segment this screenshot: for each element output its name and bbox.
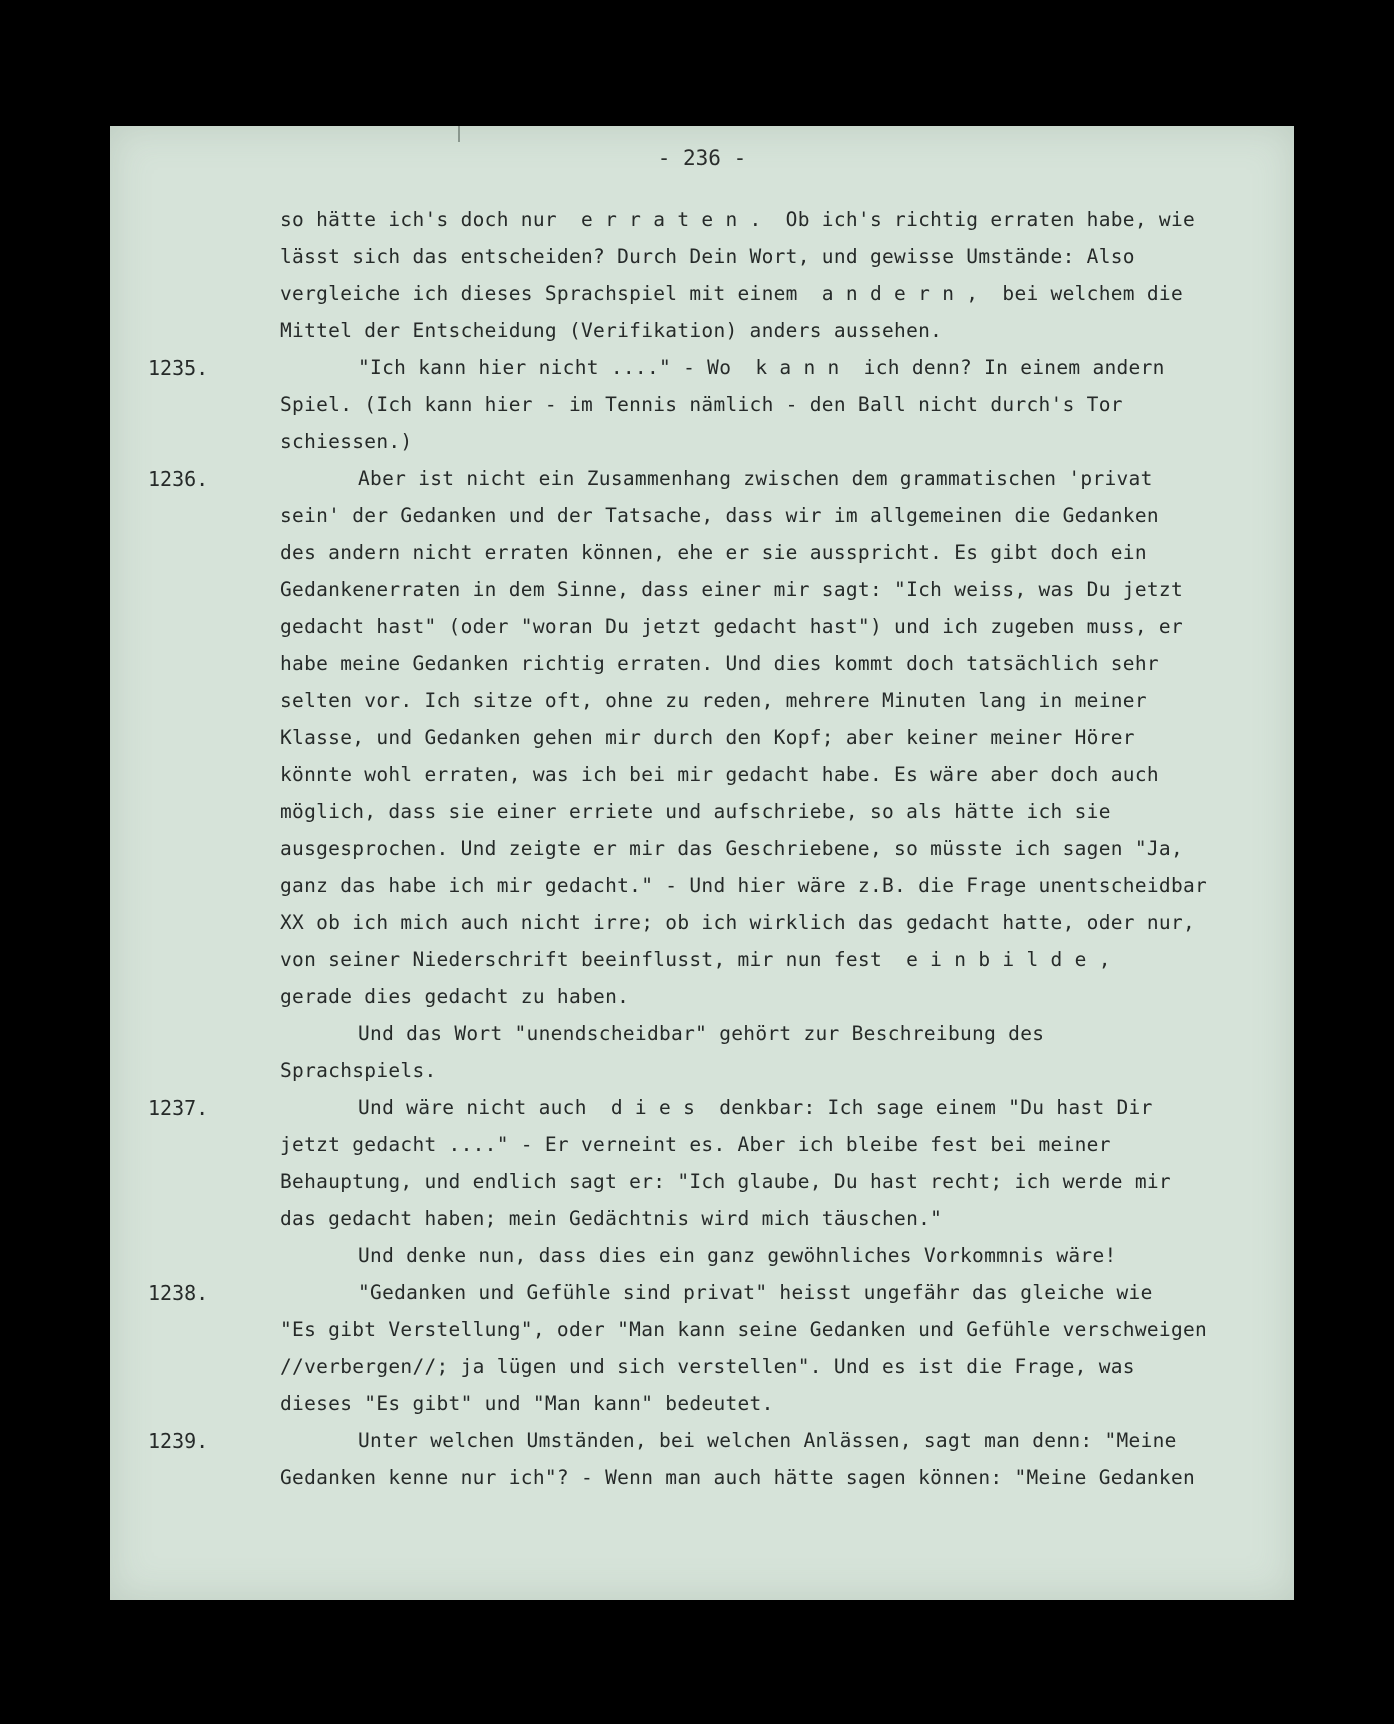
text-line: Aber ist nicht ein Zusammenhang zwischen dem grammatischen 'privat [358,467,1153,490]
text-line: so hätte ich's doch nur e r r a t e n . Ob ich's richtig erraten habe, wie [280,208,1196,231]
text-line: jetzt gedacht ...." - Er verneint es. Aber ich bleibe fest bei meiner [280,1133,1111,1156]
remark-number: 1235. [148,356,209,380]
text-line: das gedacht haben; mein Gedächtnis wird mich täuschen." [280,1207,943,1230]
page-number: - 236 - [657,146,747,170]
remark-number: 1237. [148,1096,209,1120]
text-line: sein' der Gedanken und der Tatsache, dass wir im allgemeinen die Gedanken [280,504,1159,527]
remark-number: 1238. [148,1281,209,1305]
text-line: des andern nicht erraten können, ehe er sie ausspricht. Es gibt doch ein [280,541,1147,564]
text-line: möglich, dass sie einer erriete und aufschriebe, so als hätte ich sie [280,800,1111,823]
text-line: gerade dies gedacht zu haben. [280,985,630,1008]
text-line: schiessen.) [280,430,413,453]
text-line: Und das Wort "unendscheidbar" gehört zur Beschreibung des [358,1022,1045,1045]
text-line: Unter welchen Umständen, bei welchen Anlässen, sagt man denn: "Meine [358,1429,1177,1452]
remark-number: 1236. [148,467,209,491]
text-line: Und wäre nicht auch d i e s denkbar: Ich sage einem "Du hast Dir [358,1096,1153,1119]
text-line: lässt sich das entscheiden? Durch Dein Wort, und gewisse Umstände: Also [280,245,1135,268]
text-line: dieses "Es gibt" und "Man kann" bedeutet. [280,1392,774,1415]
text-line: ganz das habe ich mir gedacht." - Und hier wäre z.B. die Frage unentscheidbar [280,874,1208,897]
text-line: "Es gibt Verstellung", oder "Man kann seine Gedanken und Gefühle verschweigen [280,1318,1208,1341]
typescript-page [110,126,1294,1600]
text-line: ausgesprochen. Und zeigte er mir das Geschriebene, so müsste ich sagen "Ja, [280,837,1183,860]
text-line: Gedanken kenne nur ich"? - Wenn man auch hätte sagen können: "Meine Gedanken [280,1466,1196,1489]
text-line: "Ich kann hier nicht ...." - Wo k a n n ich denn? In einem andern [358,356,1165,379]
text-line: Sprachspiels. [280,1059,437,1082]
text-line: "Gedanken und Gefühle sind privat" heisst ungefähr das gleiche wie [358,1281,1153,1304]
text-line: Behauptung, und endlich sagt er: "Ich glaube, Du hast recht; ich werde mir [280,1170,1171,1193]
text-line: Und denke nun, dass dies ein ganz gewöhnliches Vorkommnis wäre! [358,1244,1117,1267]
text-line: Gedankenerraten in dem Sinne, dass einer mir sagt: "Ich weiss, was Du jetzt [280,578,1183,601]
remark-number: 1239. [148,1429,209,1453]
text-line: von seiner Niederschrift beeinflusst, mir nun fest e i n b i l d e , [280,948,1111,971]
text-line: habe meine Gedanken richtig erraten. Und dies kommt doch tatsächlich sehr [280,652,1159,675]
text-line: gedacht hast" (oder "woran Du jetzt gedacht hast") und ich zugeben muss, er [280,615,1183,638]
text-line: //verbergen//; ja lügen und sich verstellen". Und es ist die Frage, was [280,1355,1135,1378]
text-line: selten vor. Ich sitze oft, ohne zu reden, mehrere Minuten lang in meiner [280,689,1147,712]
text-line: vergleiche ich dieses Sprachspiel mit einem a n d e r n , bei welchem die [280,282,1183,305]
text-line: Mittel der Entscheidung (Verifikation) anders aussehen. [280,319,943,342]
paper-tear [428,126,460,142]
text-line: Klasse, und Gedanken gehen mir durch den Kopf; aber keiner meiner Hörer [280,726,1135,749]
text-line: könnte wohl erraten, was ich bei mir gedacht habe. Es wäre aber doch auch [280,763,1159,786]
text-line: XX ob ich mich auch nicht irre; ob ich wirklich das gedacht hatte, oder nur, [280,911,1196,934]
text-line: Spiel. (Ich kann hier - im Tennis nämlich - den Ball nicht durch's Tor [280,393,1123,416]
